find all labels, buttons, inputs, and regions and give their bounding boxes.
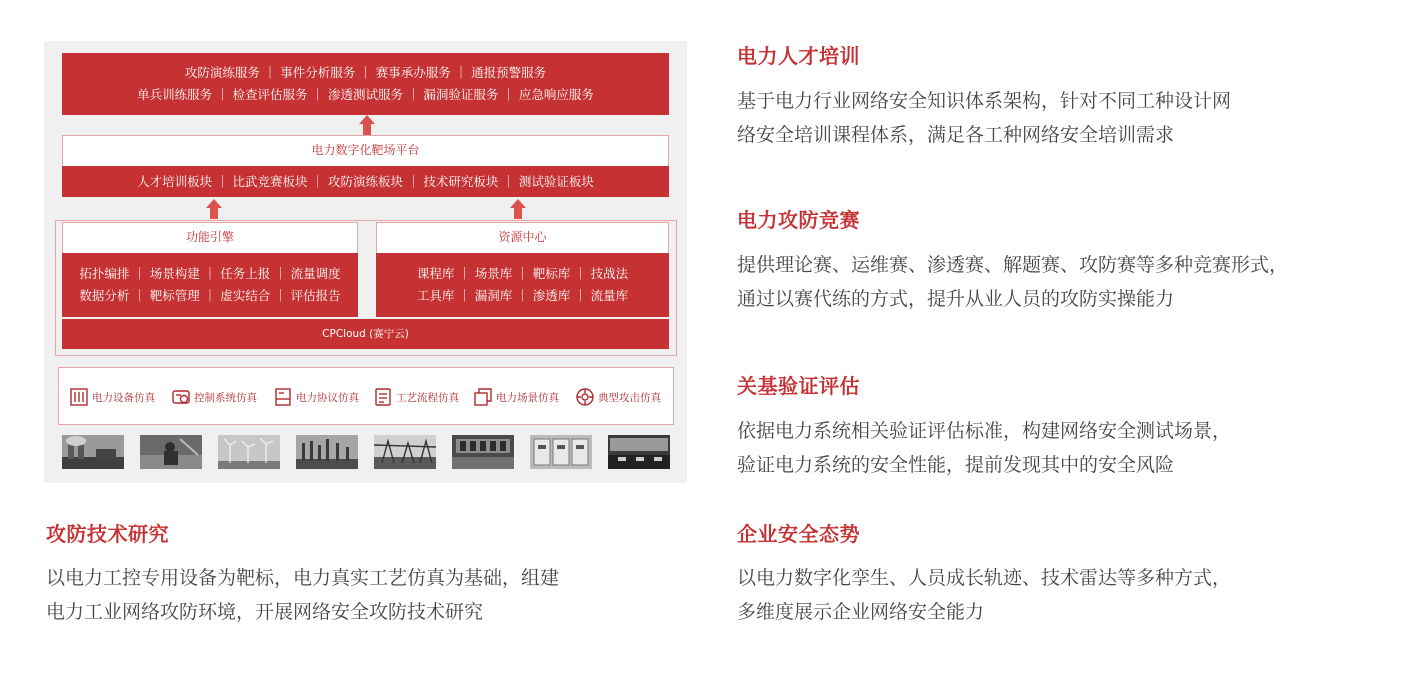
platform-modules: 人才培训板块 ｜ 比武竞赛板块 ｜ 攻防演练板块 ｜ 技术研究板块 ｜ 测试验证板块 <box>62 166 669 197</box>
platform-title: 电力数字化靶场平台 <box>311 143 420 157</box>
simulation-label: 电力设备仿真 <box>92 391 155 404</box>
factory-photo <box>296 435 358 469</box>
training-line-2: 络安全培训课程体系，满足各工种网络安全培训需求 <box>737 124 1175 146</box>
simulation-label: 电力协议仿真 <box>296 391 359 404</box>
simulation-item-protocol <box>273 385 359 409</box>
verification-text <box>737 414 1231 482</box>
posture-title: 企业安全态势 <box>737 522 860 546</box>
research-title: 攻防技术研究 <box>46 522 169 546</box>
equipment-icon <box>69 387 89 407</box>
power-plant-photo <box>62 435 124 469</box>
arrow-up-icon <box>510 199 526 221</box>
control-icon <box>171 387 191 407</box>
services-line-2: 单兵训练服务 ｜ 检查评估服务 ｜ 渗透测试服务 ｜ 漏洞验证服务 ｜ 应急响应服务 <box>137 87 594 102</box>
control-room-photo <box>452 435 514 469</box>
posture-line-1: 以电力数字化孪生、人员成长轨迹、技术雷达等多种方式， <box>737 567 1232 589</box>
competition-title: 电力攻防竞赛 <box>737 208 860 232</box>
simulation-label: 电力场景仿真 <box>496 391 559 404</box>
wind-turbines-photo <box>218 435 280 469</box>
verification-title: 关基验证评估 <box>737 374 860 398</box>
training-title: 电力人才培训 <box>737 44 860 68</box>
cloud-bar: CPCloud (赛宁云) <box>62 319 669 349</box>
competition-line-1: 提供理论赛、运维赛、渗透赛、解题赛、攻防赛等多种竞赛形式， <box>737 254 1289 276</box>
protocol-icon <box>273 387 293 407</box>
process-icon <box>373 387 393 407</box>
simulation-item-process <box>373 385 459 409</box>
competition-line-2: 通过以赛代练的方式，提升从业人员的攻防实操能力 <box>737 288 1175 310</box>
competition-text <box>737 248 1288 316</box>
simulation-item-control <box>171 385 257 409</box>
simulation-label: 控制系统仿真 <box>194 391 257 404</box>
function-engine-line-2: 数据分析 ｜ 靶标管理 ｜ 虚实结合 ｜ 评估报告 <box>79 288 341 303</box>
substation-photo <box>374 435 436 469</box>
scene-icon <box>473 387 493 407</box>
simulation-item-scene <box>473 385 559 409</box>
arrow-up-icon <box>206 199 222 221</box>
verification-line-2: 验证电力系统的安全性能，提前发现其中的安全风险 <box>737 454 1175 476</box>
architecture-diagram <box>44 41 687 483</box>
worker-photo <box>140 435 202 469</box>
function-engine-line-1: 拓扑编排 ｜ 场景构建 ｜ 任务上报 ｜ 流量调度 <box>79 266 341 281</box>
services-bar <box>62 53 669 115</box>
simulation-item-attack <box>575 385 661 409</box>
training-text <box>737 84 1231 152</box>
services-line-1: 攻防演练服务 ｜ 事件分析服务 ｜ 赛事承办服务 ｜ 通报预警服务 <box>184 65 547 80</box>
research-line-2: 电力工业网络攻防环境，开展网络安全攻防技术研究 <box>46 601 484 623</box>
function-engine-title: 功能引擎 <box>185 230 234 244</box>
dispatch-center-photo <box>608 435 670 469</box>
function-engine-items <box>62 253 358 317</box>
research-text <box>46 561 559 629</box>
function-engine-box <box>62 222 358 316</box>
verification-line-1: 依据电力系统相关验证评估标准，构建网络安全测试场景， <box>737 420 1232 442</box>
training-line-1: 基于电力行业网络安全知识体系架构，针对不同工种设计网 <box>737 90 1232 112</box>
simulation-label: 工艺流程仿真 <box>396 391 459 404</box>
posture-text <box>737 561 1231 629</box>
research-line-1: 以电力工控专用设备为靶标，电力真实工艺仿真为基础，组建 <box>46 567 560 589</box>
arrow-up-icon <box>359 115 375 137</box>
resource-center-box <box>376 222 669 316</box>
simulation-box <box>58 367 674 425</box>
resource-center-line-1: 课程库 ｜ 场景库 ｜ 靶标库 ｜ 技战法 <box>416 266 629 281</box>
resource-center-title: 资源中心 <box>498 230 547 244</box>
simulation-item-equipment <box>69 385 155 409</box>
platform-box <box>62 135 669 197</box>
posture-line-2: 多维度展示企业网络安全能力 <box>737 601 985 623</box>
resource-center-items <box>376 253 669 317</box>
resource-center-line-2: 工具库 ｜ 漏洞库 ｜ 渗透库 ｜ 流量库 <box>416 288 629 303</box>
attack-icon <box>575 387 595 407</box>
cabinet-photo <box>530 435 592 469</box>
simulation-label: 典型攻击仿真 <box>598 391 661 404</box>
